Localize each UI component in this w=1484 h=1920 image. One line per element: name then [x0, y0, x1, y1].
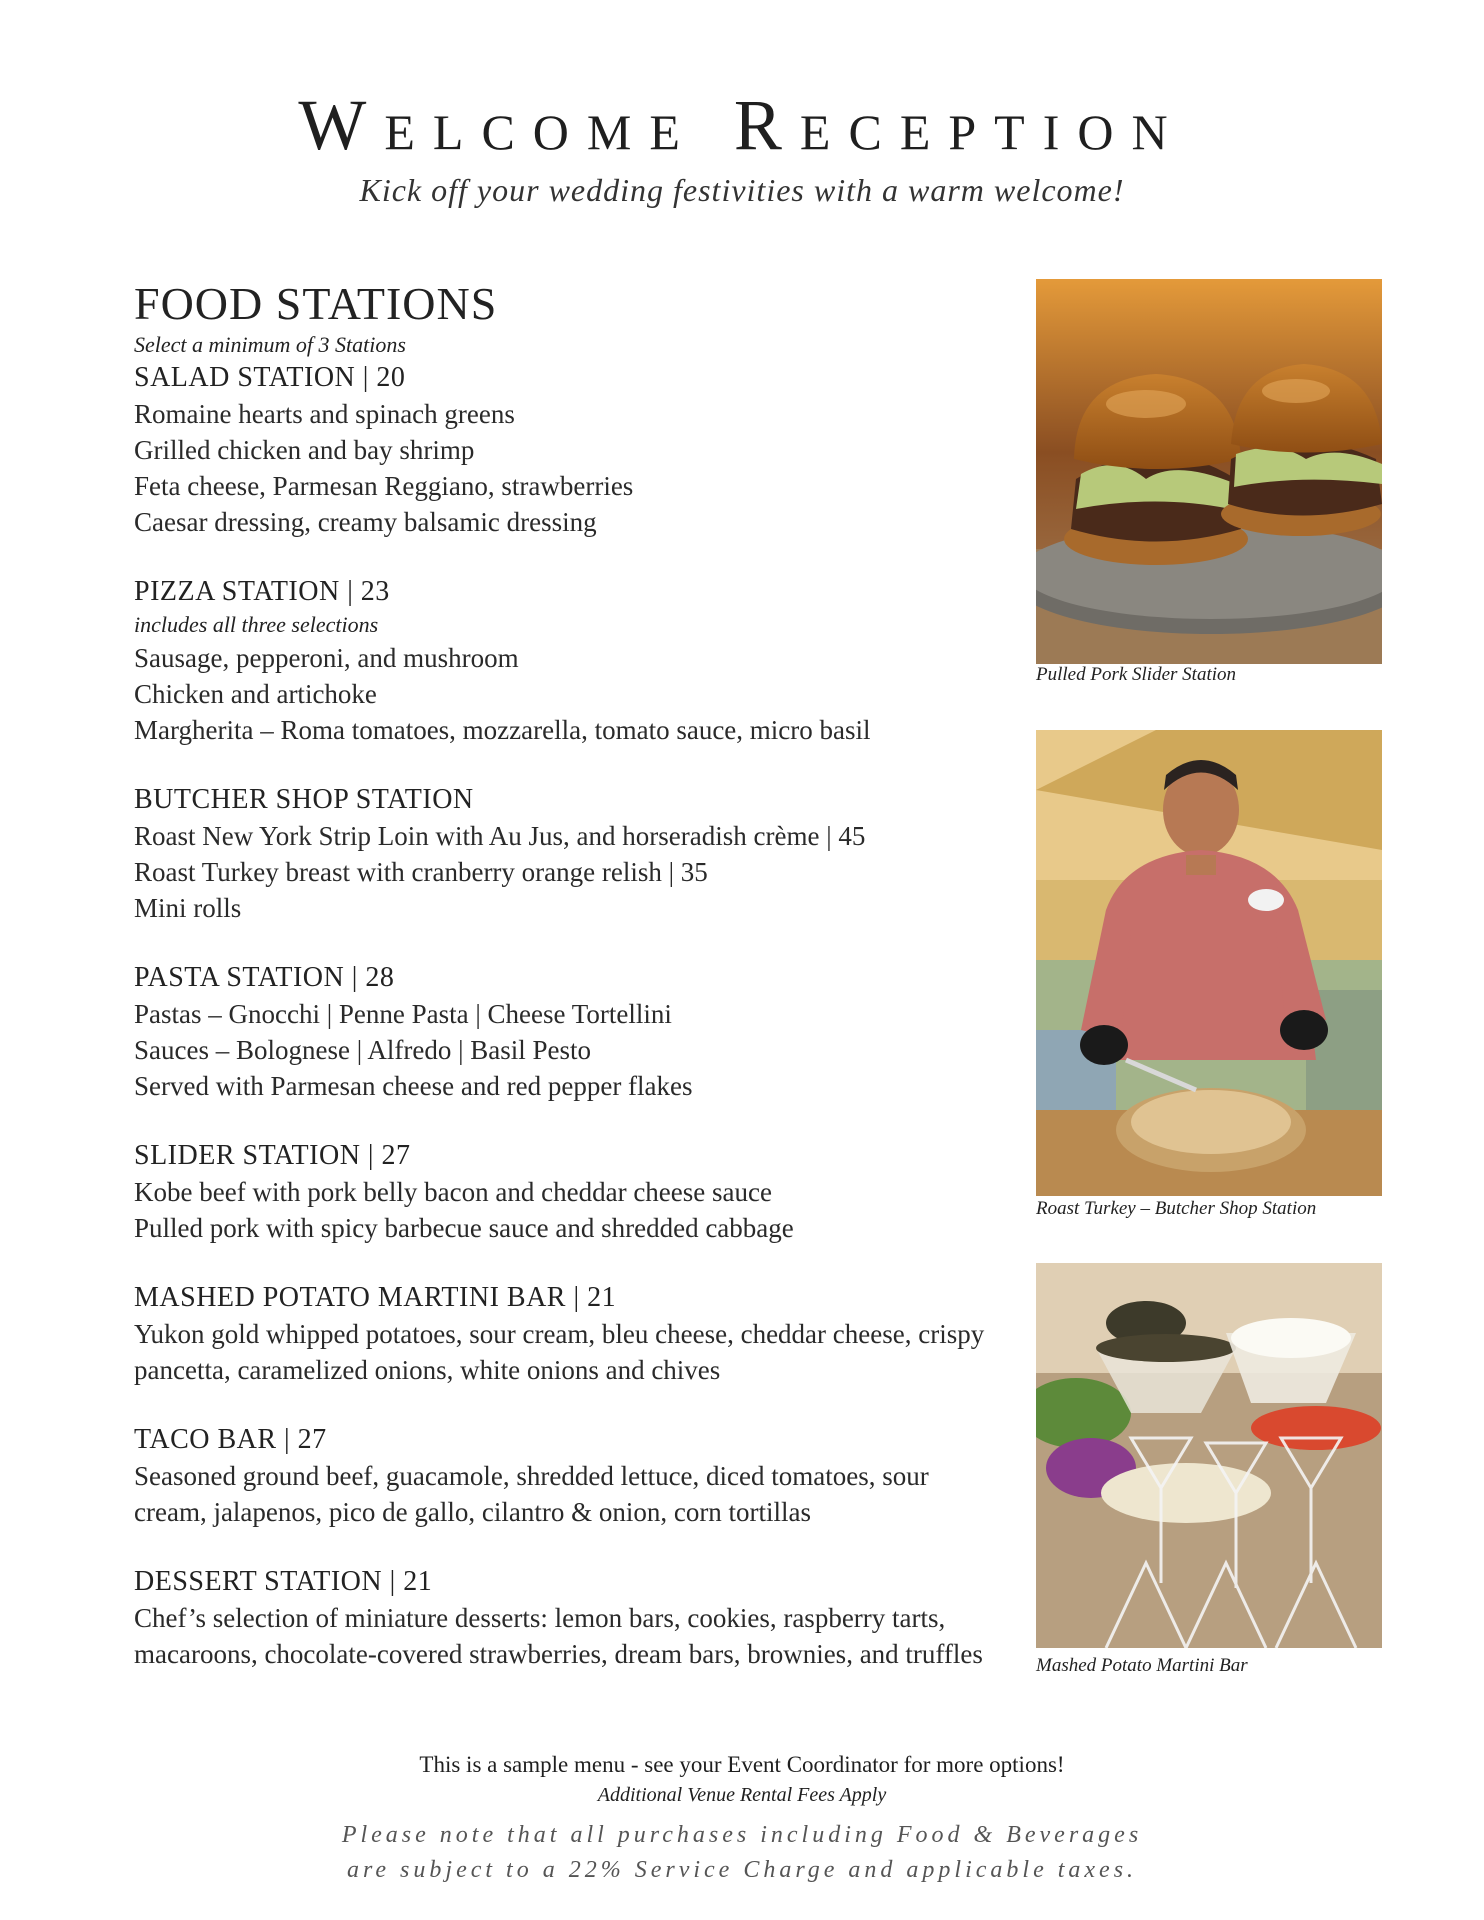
station-salad [134, 360, 994, 540]
menu-item: Chicken and artichoke [134, 679, 377, 709]
menu-item: Pastas – Gnocchi | Penne Pasta | Cheese Tortellini [134, 999, 672, 1029]
menu-item: Sausage, pepperoni, and mushroom [134, 643, 519, 673]
menu-item: Feta cheese, Parmesan Reggiano, strawberries [134, 471, 634, 501]
photo-caption: Pulled Pork Slider Station [1036, 664, 1237, 685]
menu-item: Kobe beef with pork belly bacon and cheddar cheese sauce [134, 1177, 772, 1207]
station-note: includes all three selections [134, 612, 379, 637]
menu-item: Seasoned ground beef, guacamole, shredded lettuce, diced tomatoes, sour cream, jalapenos, pico de gallo, cilantro & onion, corn tortillas [134, 1461, 929, 1527]
section-heading: FOOD STATIONS [134, 278, 498, 329]
menu-column [134, 278, 994, 1672]
station-slider [134, 1138, 994, 1246]
station-dessert [134, 1564, 994, 1672]
menu-item: Margherita – Roma tomatoes, mozzarella, tomato sauce, micro basil [134, 715, 871, 745]
menu-item: Caesar dressing, creamy balsamic dressing [134, 507, 597, 537]
sample-menu-note: This is a sample menu - see your Event Coordinator for more options! [419, 1752, 1065, 1777]
station-pasta [134, 960, 994, 1104]
menu-item: Roast New York Strip Loin with Au Jus, and horseradish crème | 45 [134, 821, 866, 851]
menu-item: Chef’s selection of miniature desserts: lemon bars, cookies, raspberry tarts, macaroons, chocolate-covered strawberries, dream bars, brownies, and truffles [134, 1603, 983, 1669]
martini-bar-photo [1036, 1263, 1382, 1648]
page-subtitle: Kick off your wedding festivities with a warm welcome! [359, 172, 1125, 208]
station-mashed-potato-bar [134, 1280, 994, 1388]
martini-bar-photo-icon [1036, 1263, 1382, 1648]
station-title: SALAD STATION | 20 [134, 362, 406, 393]
station-title: MASHED POTATO MARTINI BAR | 21 [134, 1282, 617, 1313]
menu-item: Grilled chicken and bay shrimp [134, 435, 475, 465]
station-butcher-shop [134, 782, 994, 926]
menu-item: Yukon gold whipped potatoes, sour cream, bleu cheese, cheddar cheese, crispy pancetta, caramelized onions, white onions and chives [134, 1319, 985, 1385]
chef-photo-icon [1036, 730, 1382, 1196]
menu-item: Romaine hearts and spinach greens [134, 399, 515, 429]
service-charge-line-1: Please note that all purchases including Food & Beverages [341, 1822, 1143, 1848]
photo-caption: Roast Turkey – Butcher Shop Station [1036, 1198, 1317, 1219]
fees-note: Additional Venue Rental Fees Apply [597, 1784, 887, 1806]
menu-item: Pulled pork with spicy barbecue sauce and shredded cabbage [134, 1213, 794, 1243]
station-title: SLIDER STATION | 27 [134, 1140, 411, 1171]
slider-photo-icon [1036, 279, 1382, 664]
slider-photo [1036, 279, 1382, 664]
menu-item: Sauces – Bolognese | Alfredo | Basil Pesto [134, 1035, 592, 1065]
station-title: DESSERT STATION | 21 [134, 1566, 433, 1597]
service-charge-line-2: are subject to a 22% Service Charge and applicable taxes. [346, 1857, 1138, 1883]
page-title: Welcome Reception [298, 85, 1186, 165]
station-title: BUTCHER SHOP STATION [134, 784, 474, 815]
station-pizza [134, 574, 994, 748]
station-taco-bar [134, 1422, 994, 1530]
menu-item: Roast Turkey breast with cranberry orange relish | 35 [134, 857, 708, 887]
photo-caption: Mashed Potato Martini Bar [1036, 1655, 1248, 1676]
station-title: PIZZA STATION | 23 [134, 576, 390, 607]
chef-photo [1036, 730, 1382, 1196]
station-title: TACO BAR | 27 [134, 1424, 327, 1455]
section-note: Select a minimum of 3 Stations [134, 332, 406, 357]
menu-item: Mini rolls [134, 893, 242, 923]
station-title: PASTA STATION | 28 [134, 962, 395, 993]
menu-item: Served with Parmesan cheese and red pepper flakes [134, 1071, 693, 1101]
